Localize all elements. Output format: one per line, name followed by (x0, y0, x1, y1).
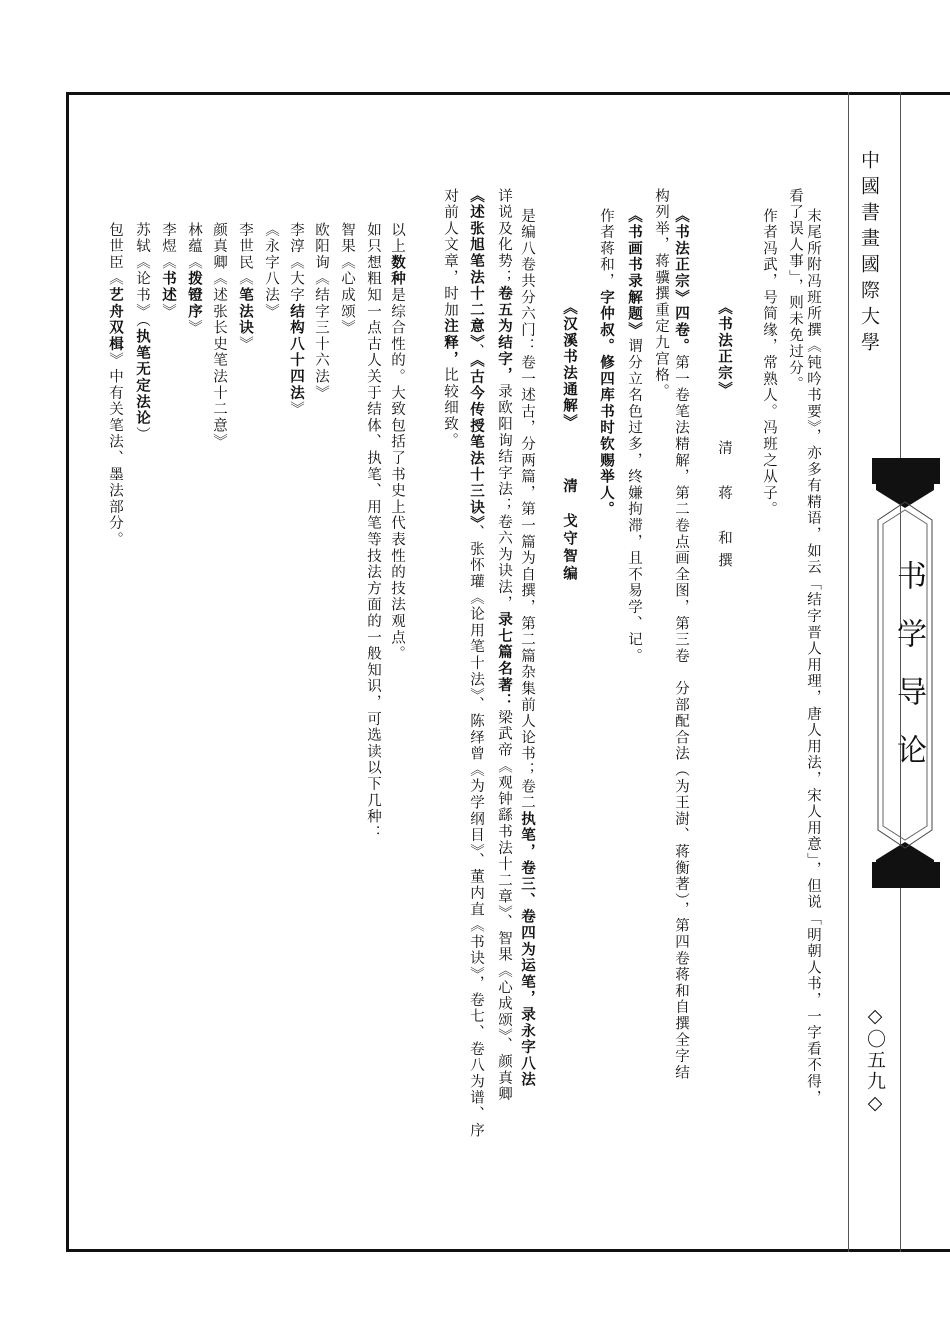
text-span: 、张怀瓘《论用笔十法》、陈绎曾《为学纲目》、董内直《书诀》，卷七、卷八为谱、序 (468, 524, 484, 1139)
text-span: 《书法正宗》四卷。 (673, 208, 690, 355)
heading-title: 《书法正宗》 (716, 300, 733, 398)
text-span: 《书画书录解题》 (626, 208, 643, 339)
text-span: 苏轼《论书》（ (134, 222, 150, 329)
text-span: 、 (468, 343, 484, 361)
text-span: 录七篇名著： (496, 611, 513, 710)
list-item (210, 222, 227, 450)
text-column (518, 208, 536, 1088)
text-span: 执笔，卷三、卷四为运笔，录永字八法 (519, 811, 536, 1089)
text-span: 字仲叔。修四库书时钦赐举人。 (598, 289, 615, 518)
text-column (786, 188, 803, 393)
text-span: 比较细致。 (442, 367, 458, 449)
text-span: 》中有关笔法、墨法部分。 (107, 352, 123, 549)
text-span: 录欧阳询结字法；卷六为诀法， (496, 383, 512, 612)
text-column (760, 208, 777, 518)
text-column (441, 188, 459, 449)
text-span: 梁武帝《观钟繇书法十二章》、智果《心成颂》、颜真卿 (496, 709, 512, 1103)
text-span: 拨镫序 (186, 270, 203, 320)
text-span: 构列举，蒋骥撰重定九宫格。 (653, 188, 669, 400)
publisher-title: 中國書畫國際大學 (858, 150, 880, 358)
section-heading (715, 300, 733, 398)
section-author (560, 478, 578, 583)
margin-rule-inner (848, 92, 849, 1252)
text-span: 艺舟双楫 (107, 287, 124, 353)
text-column (597, 208, 615, 518)
page-number: ◇〇五九◇ (864, 1005, 886, 1116)
list-item (185, 222, 203, 336)
text-span: 详说及化势； (496, 188, 512, 286)
section-heading (560, 300, 578, 430)
book-title: 书学导论 (891, 560, 926, 792)
text-span: 如只想粗知一点古人关于结体、执笔、用笔等技法方面的一般知识，可选读以下几种： (365, 222, 381, 842)
text-span: 》 (160, 303, 176, 320)
text-span: 书述 (160, 270, 177, 304)
text-span: 看了误人事」，则未免过分。 (787, 188, 803, 393)
text-span: 对前人文章，时加 (442, 188, 458, 319)
text-span: 结构八十四法 (288, 303, 305, 402)
text-column (672, 208, 690, 1081)
list-item (312, 222, 329, 401)
heading-author: 清 戈守智编 (561, 478, 578, 583)
text-span: 》 (288, 401, 304, 418)
text-span: 》 (186, 319, 202, 337)
text-span: 李世民《 (237, 222, 253, 288)
text-span: 《古今传授笔法十三诀》 (468, 360, 485, 525)
text-span: 《述张旭笔法十二意》 (468, 188, 485, 344)
text-column (364, 222, 381, 841)
heading-title: 《汉溪书法通解》 (561, 300, 578, 431)
ribbon-bottom (872, 862, 940, 888)
text-column (625, 208, 643, 664)
text-span: 智果《心成颂》 (339, 222, 355, 337)
list-item (236, 222, 254, 352)
list-item (133, 222, 151, 443)
text-span: 林蕴《 (186, 222, 202, 271)
text-column (652, 188, 669, 400)
text-span: 作者冯武，号简缘，常熟人。冯班之从子。 (761, 208, 777, 518)
text-span: 笔法诀 (237, 287, 254, 337)
text-span: 》 (237, 336, 253, 353)
text-span: 注释， (442, 318, 459, 368)
text-span: 是编八卷共分六门：卷一述古，分两篇，第一篇为自撰，第二篇杂集前人论书；卷二 (519, 208, 535, 812)
text-span: 作者蒋和， (598, 208, 614, 290)
text-column (495, 188, 513, 1103)
list-item (287, 222, 305, 418)
text-span: 数种 (389, 254, 406, 288)
text-span: 李煜《 (160, 222, 176, 271)
heading-author: 清 蒋 和撰 (716, 440, 732, 575)
text-column (388, 222, 406, 662)
section-author (715, 440, 732, 575)
text-span: 欧阳询《结字三十六法》 (313, 222, 329, 402)
list-item (338, 222, 355, 336)
list-item (262, 222, 279, 320)
text-column (467, 188, 485, 1139)
text-span: 执笔无定法论 (134, 328, 151, 427)
text-span: 《永字八法》 (263, 222, 279, 320)
text-span: 颜真卿《述张长史笔法十二意》 (211, 222, 227, 451)
text-span: 第一卷笔法精解，第二卷点画全图，第三卷 分部配合法（为王澍、蒋衡著），第四卷蒋和自撰全字结 (673, 354, 689, 1081)
text-span: 卷五为结字， (496, 285, 513, 384)
text-span: 谓分立名色过多，终嫌拘滞，且不易学、记。 (626, 338, 642, 665)
text-column (804, 208, 821, 1106)
text-span: 李淳《大字 (288, 222, 304, 304)
list-item (159, 222, 177, 320)
text-span: 以上 (389, 222, 405, 255)
text-span: 是综合性的。大致包括了书史上代表性的技法观点。 (389, 287, 405, 663)
text-span: 末尾所附冯班所撰《钝吟书要》，亦多有精语，如云「结字晋人用理，唐人用法，宋人用意」，但说「明朝人书，一字看不得， (805, 208, 821, 1107)
text-span: 包世臣《 (107, 222, 123, 288)
list-item (106, 222, 124, 548)
text-span: ） (134, 426, 150, 443)
